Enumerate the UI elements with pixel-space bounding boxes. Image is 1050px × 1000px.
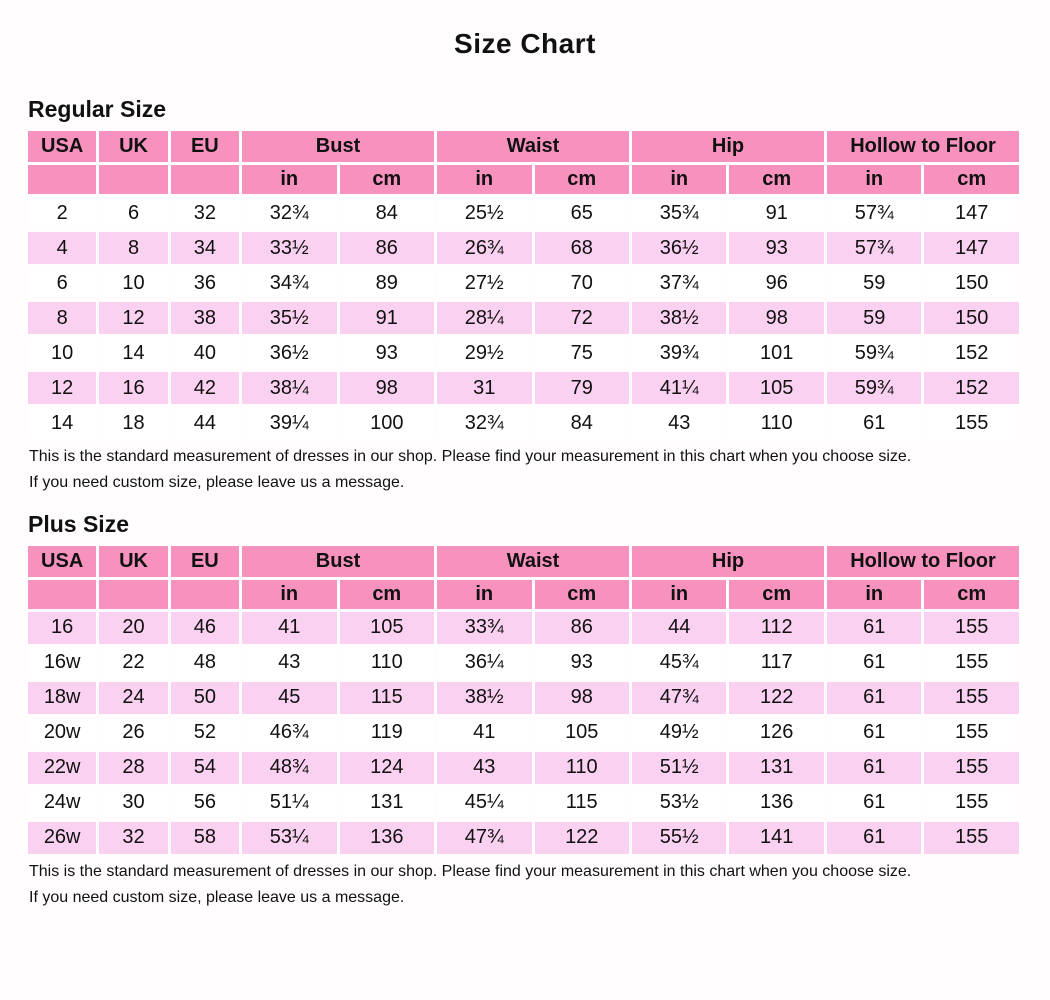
size-value-cell: 155 [924, 407, 1019, 439]
size-value-cell: 36 [171, 267, 239, 299]
size-value-cell: 10 [99, 267, 167, 299]
size-value-cell: 59 [827, 302, 921, 334]
unit-header: cm [535, 165, 630, 194]
size-value-cell: 155 [924, 612, 1019, 644]
size-value-cell: 47¾ [632, 682, 726, 714]
size-value-cell: 34¾ [242, 267, 336, 299]
size-value-cell: 28 [99, 752, 167, 784]
size-value-cell: 141 [729, 822, 823, 854]
size-value-cell: 55½ [632, 822, 726, 854]
size-value-cell: 40 [171, 337, 239, 369]
custom-size-note-line2: If you need custom size, please leave us a message. [29, 889, 405, 907]
size-value-cell: 43 [242, 647, 336, 679]
size-value-cell: 38¼ [242, 372, 336, 404]
unit-header: cm [340, 580, 435, 609]
size-value-cell: 136 [340, 822, 435, 854]
size-value-cell: 27½ [437, 267, 531, 299]
size-value-cell: 22w [28, 752, 96, 784]
size-value-cell: 20 [99, 612, 167, 644]
size-value-cell: 32 [99, 822, 167, 854]
size-value-cell: 52 [171, 717, 239, 749]
size-value-cell: 61 [827, 787, 921, 819]
size-value-cell: 105 [340, 612, 435, 644]
size-value-cell: 152 [924, 372, 1019, 404]
size-value-cell: 96 [729, 267, 823, 299]
size-value-cell: 155 [924, 682, 1019, 714]
size-value-cell: 32¾ [437, 407, 531, 439]
unit-header: in [827, 165, 921, 194]
size-value-cell: 16w [28, 647, 96, 679]
size-value-cell: 22 [99, 647, 167, 679]
size-value-cell: 37¾ [632, 267, 726, 299]
empty-header-cell [171, 165, 239, 194]
measurement-note-line1: This is the standard measurement of dresses in our shop. Please find your measurement in this chart when you choose size. [29, 862, 912, 880]
size-value-cell: 115 [340, 682, 435, 714]
size-value-cell: 91 [729, 197, 823, 229]
table-row [28, 822, 1019, 854]
size-value-cell: 18 [99, 407, 167, 439]
size-value-cell: 72 [535, 302, 630, 334]
size-value-cell: 29½ [437, 337, 531, 369]
column-group-header: EU [171, 131, 239, 162]
size-value-cell: 35¾ [632, 197, 726, 229]
size-value-cell: 14 [99, 337, 167, 369]
size-value-cell: 33½ [242, 232, 336, 264]
size-value-cell: 41 [437, 717, 531, 749]
size-value-cell: 26 [99, 717, 167, 749]
unit-header: in [632, 580, 726, 609]
size-value-cell: 150 [924, 302, 1019, 334]
table-row [28, 232, 1019, 264]
size-value-cell: 28¼ [437, 302, 531, 334]
size-value-cell: 38 [171, 302, 239, 334]
size-value-cell: 10 [28, 337, 96, 369]
column-group-header-row [28, 131, 1019, 162]
size-value-cell: 89 [340, 267, 435, 299]
size-value-cell: 54 [171, 752, 239, 784]
size-value-cell: 84 [535, 407, 630, 439]
size-value-cell: 98 [535, 682, 630, 714]
size-value-cell: 98 [340, 372, 435, 404]
unit-header: in [437, 165, 531, 194]
column-group-header: UK [99, 546, 167, 577]
size-value-cell: 36½ [632, 232, 726, 264]
size-value-cell: 4 [28, 232, 96, 264]
size-value-cell: 47¾ [437, 822, 531, 854]
table-row [28, 337, 1019, 369]
size-value-cell: 124 [340, 752, 435, 784]
table-row [28, 407, 1019, 439]
plus-size-section [28, 511, 1022, 910]
size-value-cell: 131 [340, 787, 435, 819]
size-value-cell: 57¾ [827, 232, 921, 264]
table-row [28, 682, 1019, 714]
size-value-cell: 41¼ [632, 372, 726, 404]
size-value-cell: 8 [28, 302, 96, 334]
unit-header-row [28, 165, 1019, 194]
size-value-cell: 24w [28, 787, 96, 819]
size-value-cell: 61 [827, 682, 921, 714]
column-group-header: Bust [242, 131, 434, 162]
size-value-cell: 65 [535, 197, 630, 229]
empty-header-cell [28, 165, 96, 194]
size-value-cell: 48 [171, 647, 239, 679]
regular-size-table [25, 128, 1022, 442]
size-value-cell: 105 [535, 717, 630, 749]
unit-header: cm [924, 165, 1019, 194]
table-row [28, 302, 1019, 334]
plus-size-heading: Plus Size [28, 510, 129, 537]
size-value-cell: 61 [827, 612, 921, 644]
size-value-cell: 33¾ [437, 612, 531, 644]
page-title: Size Chart [454, 28, 596, 59]
column-group-header: Waist [437, 546, 629, 577]
size-value-cell: 43 [632, 407, 726, 439]
size-value-cell: 26w [28, 822, 96, 854]
size-value-cell: 8 [99, 232, 167, 264]
regular-size-section [28, 96, 1022, 495]
size-value-cell: 44 [632, 612, 726, 644]
size-value-cell: 59¾ [827, 337, 921, 369]
size-value-cell: 44 [171, 407, 239, 439]
size-value-cell: 84 [340, 197, 435, 229]
size-value-cell: 12 [99, 302, 167, 334]
size-value-cell: 155 [924, 647, 1019, 679]
size-value-cell: 6 [28, 267, 96, 299]
empty-header-cell [99, 580, 167, 609]
column-group-header: Hip [632, 131, 824, 162]
unit-header: in [242, 580, 336, 609]
size-value-cell: 110 [340, 647, 435, 679]
regular-size-table-body [28, 197, 1019, 439]
size-value-cell: 14 [28, 407, 96, 439]
size-value-cell: 16 [99, 372, 167, 404]
column-group-header: EU [171, 546, 239, 577]
size-value-cell: 70 [535, 267, 630, 299]
unit-header: in [242, 165, 336, 194]
size-value-cell: 43 [437, 752, 531, 784]
size-value-cell: 45¼ [437, 787, 531, 819]
size-value-cell: 86 [340, 232, 435, 264]
size-value-cell: 147 [924, 232, 1019, 264]
unit-header-row [28, 580, 1019, 609]
empty-header-cell [28, 580, 96, 609]
size-value-cell: 18w [28, 682, 96, 714]
size-value-cell: 61 [827, 647, 921, 679]
size-value-cell: 41 [242, 612, 336, 644]
size-value-cell: 68 [535, 232, 630, 264]
size-value-cell: 98 [729, 302, 823, 334]
size-value-cell: 48¾ [242, 752, 336, 784]
measurement-note-line1: This is the standard measurement of dresses in our shop. Please find your measurement in this chart when you choose size. [29, 448, 912, 465]
table-row [28, 372, 1019, 404]
size-value-cell: 25½ [437, 197, 531, 229]
size-value-cell: 51¼ [242, 787, 336, 819]
unit-header: cm [729, 165, 823, 194]
size-value-cell: 117 [729, 647, 823, 679]
column-group-header-row [28, 546, 1019, 577]
size-value-cell: 122 [535, 822, 630, 854]
size-value-cell: 59¾ [827, 372, 921, 404]
unit-header: cm [535, 580, 630, 609]
column-group-header: USA [28, 131, 96, 162]
table-row [28, 787, 1019, 819]
table-row [28, 612, 1019, 644]
size-value-cell: 12 [28, 372, 96, 404]
size-value-cell: 42 [171, 372, 239, 404]
size-value-cell: 46¾ [242, 717, 336, 749]
size-value-cell: 155 [924, 787, 1019, 819]
size-value-cell: 56 [171, 787, 239, 819]
plus-size-table-header [28, 546, 1019, 609]
size-value-cell: 136 [729, 787, 823, 819]
size-value-cell: 93 [535, 647, 630, 679]
size-value-cell: 51½ [632, 752, 726, 784]
size-value-cell: 45¾ [632, 647, 726, 679]
size-value-cell: 58 [171, 822, 239, 854]
size-value-cell: 26¾ [437, 232, 531, 264]
size-value-cell: 93 [729, 232, 823, 264]
table-row [28, 267, 1019, 299]
empty-header-cell [99, 165, 167, 194]
size-value-cell: 131 [729, 752, 823, 784]
size-value-cell: 115 [535, 787, 630, 819]
size-value-cell: 152 [924, 337, 1019, 369]
size-value-cell: 38½ [632, 302, 726, 334]
size-value-cell: 20w [28, 717, 96, 749]
size-value-cell: 45 [242, 682, 336, 714]
size-value-cell: 39¾ [632, 337, 726, 369]
size-value-cell: 100 [340, 407, 435, 439]
column-group-header: UK [99, 131, 167, 162]
content-area [0, 96, 1050, 910]
size-value-cell: 61 [827, 822, 921, 854]
size-value-cell: 38½ [437, 682, 531, 714]
size-value-cell: 31 [437, 372, 531, 404]
size-value-cell: 61 [827, 752, 921, 784]
size-value-cell: 16 [28, 612, 96, 644]
size-value-cell: 155 [924, 717, 1019, 749]
size-value-cell: 126 [729, 717, 823, 749]
column-group-header: Hollow to Floor [827, 546, 1019, 577]
custom-size-note-line2: If you need custom size, please leave us a message. [29, 474, 405, 492]
size-value-cell: 147 [924, 197, 1019, 229]
size-value-cell: 50 [171, 682, 239, 714]
plus-size-table-body [28, 612, 1019, 854]
size-value-cell: 122 [729, 682, 823, 714]
size-value-cell: 24 [99, 682, 167, 714]
size-value-cell: 75 [535, 337, 630, 369]
size-value-cell: 36¼ [437, 647, 531, 679]
column-group-header: Hollow to Floor [827, 131, 1019, 162]
size-value-cell: 57¾ [827, 197, 921, 229]
size-value-cell: 36½ [242, 337, 336, 369]
size-value-cell: 150 [924, 267, 1019, 299]
size-value-cell: 110 [729, 407, 823, 439]
size-value-cell: 101 [729, 337, 823, 369]
size-value-cell: 2 [28, 197, 96, 229]
size-value-cell: 155 [924, 822, 1019, 854]
size-value-cell: 32¾ [242, 197, 336, 229]
size-value-cell: 110 [535, 752, 630, 784]
size-value-cell: 32 [171, 197, 239, 229]
size-value-cell: 53½ [632, 787, 726, 819]
size-value-cell: 112 [729, 612, 823, 644]
size-value-cell: 53¼ [242, 822, 336, 854]
regular-size-heading: Regular Size [28, 96, 167, 122]
size-value-cell: 35½ [242, 302, 336, 334]
empty-header-cell [171, 580, 239, 609]
size-value-cell: 93 [340, 337, 435, 369]
table-row [28, 717, 1019, 749]
size-value-cell: 79 [535, 372, 630, 404]
column-group-header: USA [28, 546, 96, 577]
unit-header: in [827, 580, 921, 609]
unit-header: in [437, 580, 531, 609]
size-value-cell: 34 [171, 232, 239, 264]
column-group-header: Hip [632, 546, 824, 577]
table-row [28, 752, 1019, 784]
size-value-cell: 105 [729, 372, 823, 404]
unit-header: cm [729, 580, 823, 609]
unit-header: cm [924, 580, 1019, 609]
size-value-cell: 91 [340, 302, 435, 334]
size-value-cell: 86 [535, 612, 630, 644]
size-value-cell: 39¼ [242, 407, 336, 439]
size-value-cell: 119 [340, 717, 435, 749]
size-value-cell: 59 [827, 267, 921, 299]
size-value-cell: 30 [99, 787, 167, 819]
column-group-header: Bust [242, 546, 434, 577]
table-row [28, 197, 1019, 229]
size-value-cell: 6 [99, 197, 167, 229]
unit-header: cm [340, 165, 435, 194]
plus-size-table [25, 543, 1022, 857]
size-value-cell: 61 [827, 717, 921, 749]
regular-size-table-header [28, 131, 1019, 194]
size-value-cell: 155 [924, 752, 1019, 784]
size-value-cell: 61 [827, 407, 921, 439]
unit-header: in [632, 165, 726, 194]
size-value-cell: 49½ [632, 717, 726, 749]
size-value-cell: 46 [171, 612, 239, 644]
table-row [28, 647, 1019, 679]
column-group-header: Waist [437, 131, 629, 162]
